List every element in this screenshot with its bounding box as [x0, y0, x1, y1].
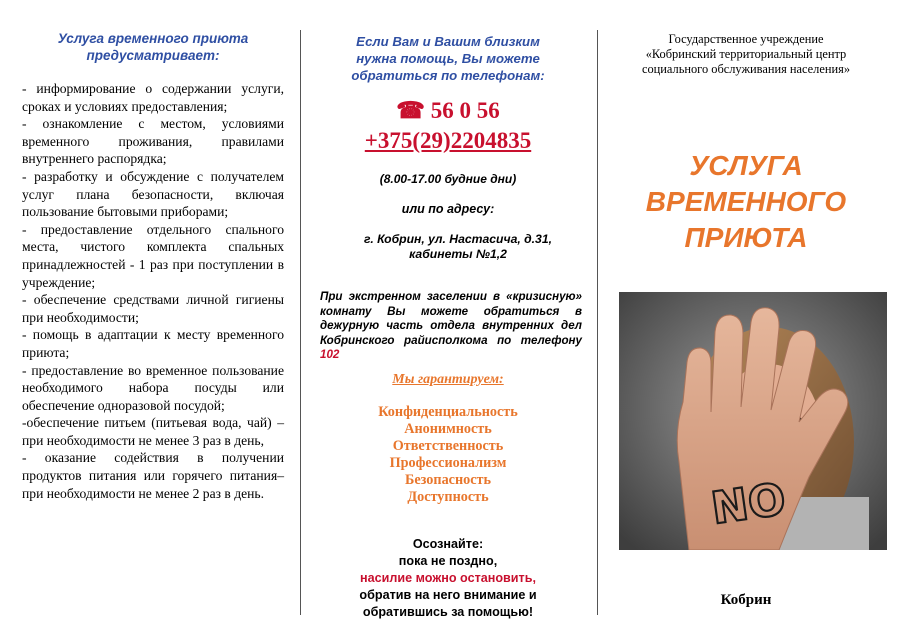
closing-line5: обратившись за помощью!: [362, 605, 534, 619]
stop-violence-photo: [619, 292, 887, 550]
guarantee-item: Безопасность: [405, 472, 491, 488]
service-item: - предоставление во временное пользование необходимого набора посуды или обеспечение одноразовой посудой;: [22, 362, 284, 413]
or-address-label: или по адресу:: [401, 202, 495, 216]
closing-line2: пока не поздно,: [398, 554, 498, 568]
phone-icon: ☎: [396, 98, 425, 123]
address-line2: кабинеты №1,2: [409, 247, 507, 261]
closing-line3: насилие можно остановить,: [360, 571, 536, 585]
working-hours: (8.00-17.00 будние дни): [379, 172, 517, 186]
service-item: - помощь в адаптации к месту временного приюта;: [22, 327, 284, 360]
right-column: [605, 0, 887, 636]
guarantee-title: Мы гарантируем:: [392, 372, 504, 387]
services-title: [22, 30, 284, 64]
guarantee-item: Доступность: [407, 489, 489, 505]
hand-photo-illustration: [619, 292, 887, 550]
guarantee-item: Профессионализм: [389, 455, 507, 471]
service-item: - ознакомление с местом, условиями временного проживания, правилами внутреннего распорядка;: [22, 116, 284, 167]
help-heading-line2: нужна помощь, Вы можете: [356, 51, 540, 66]
city-name: Кобрин: [720, 592, 772, 608]
services-title-line2: предусматривает:: [86, 48, 220, 63]
address: [338, 232, 578, 262]
service-item: -обеспечение питьем (питьевая вода, чай) – при необходимости не менее 3 раз в день,: [22, 415, 284, 448]
column-divider-right: [597, 30, 598, 615]
phone-primary[interactable]: [313, 98, 583, 124]
emergency-info: [320, 290, 582, 363]
emergency-number: 102: [320, 348, 340, 361]
service-item: - обеспечение средствами личной гигиены при необходимости;: [22, 292, 284, 325]
service-item: - оказание содействия в получении продуктов питания или горячего питания– при необходимости не менее 2 раз в день.: [22, 450, 284, 501]
phone-mobile[interactable]: +375(29)2204835: [364, 128, 532, 153]
emergency-text: При экстренном заселении в «кризисную» комнату Вы можете обратиться в дежурную часть отдела внутренних дел Кобринского райисполкома по телефону: [320, 290, 582, 347]
address-line1: г. Кобрин, ул. Настасича, д.31,: [363, 232, 552, 246]
closing-line1: Осознайте:: [412, 537, 484, 551]
brochure-title-line3: ПРИЮТА: [684, 222, 808, 253]
guarantee-item: Конфиденциальность: [378, 404, 518, 420]
org-line1: Государственное учреждение: [668, 32, 824, 46]
phone-primary-number: 56 0 56: [430, 98, 500, 123]
service-item: - разработку и обсуждение с получателем услуг плана безопасности, включая пользование бытовыми приборами;: [22, 168, 284, 220]
service-item: - информирование о содержании услуги, сроках и условиях предоставления;: [22, 81, 284, 114]
org-line3: социального обслуживания населения»: [641, 62, 851, 76]
closing-message: [313, 536, 583, 621]
guarantee-item: Ответственность: [392, 438, 504, 454]
help-heading: [313, 33, 583, 84]
org-line2: «Кобринский территориальный центр: [645, 47, 847, 61]
brochure-title-line2: ВРЕМЕННОГО: [645, 186, 847, 217]
left-column: [22, 0, 284, 636]
help-heading-line3: обратиться по телефонам:: [351, 68, 545, 83]
help-heading-line1: Если Вам и Вашим близким: [356, 34, 540, 49]
guarantee-list: [313, 404, 583, 506]
closing-line4: обратив на него внимание и: [359, 588, 537, 602]
brochure-title-line1: УСЛУГА: [689, 150, 803, 181]
middle-column: [313, 0, 583, 636]
column-divider-left: [300, 30, 301, 615]
organization-name: [605, 32, 887, 77]
services-title-line1: Услуга временного приюта: [57, 31, 249, 46]
hand-no-text: NO: [708, 473, 789, 535]
guarantee-item: Анонимность: [404, 421, 492, 437]
brochure-title: [605, 148, 887, 256]
services-list: [22, 80, 284, 502]
service-item: - предоставление отдельного спального места, чистого комплекта спальных принадлежностей - 1 раз при поступлении в учреждение;: [22, 221, 284, 290]
